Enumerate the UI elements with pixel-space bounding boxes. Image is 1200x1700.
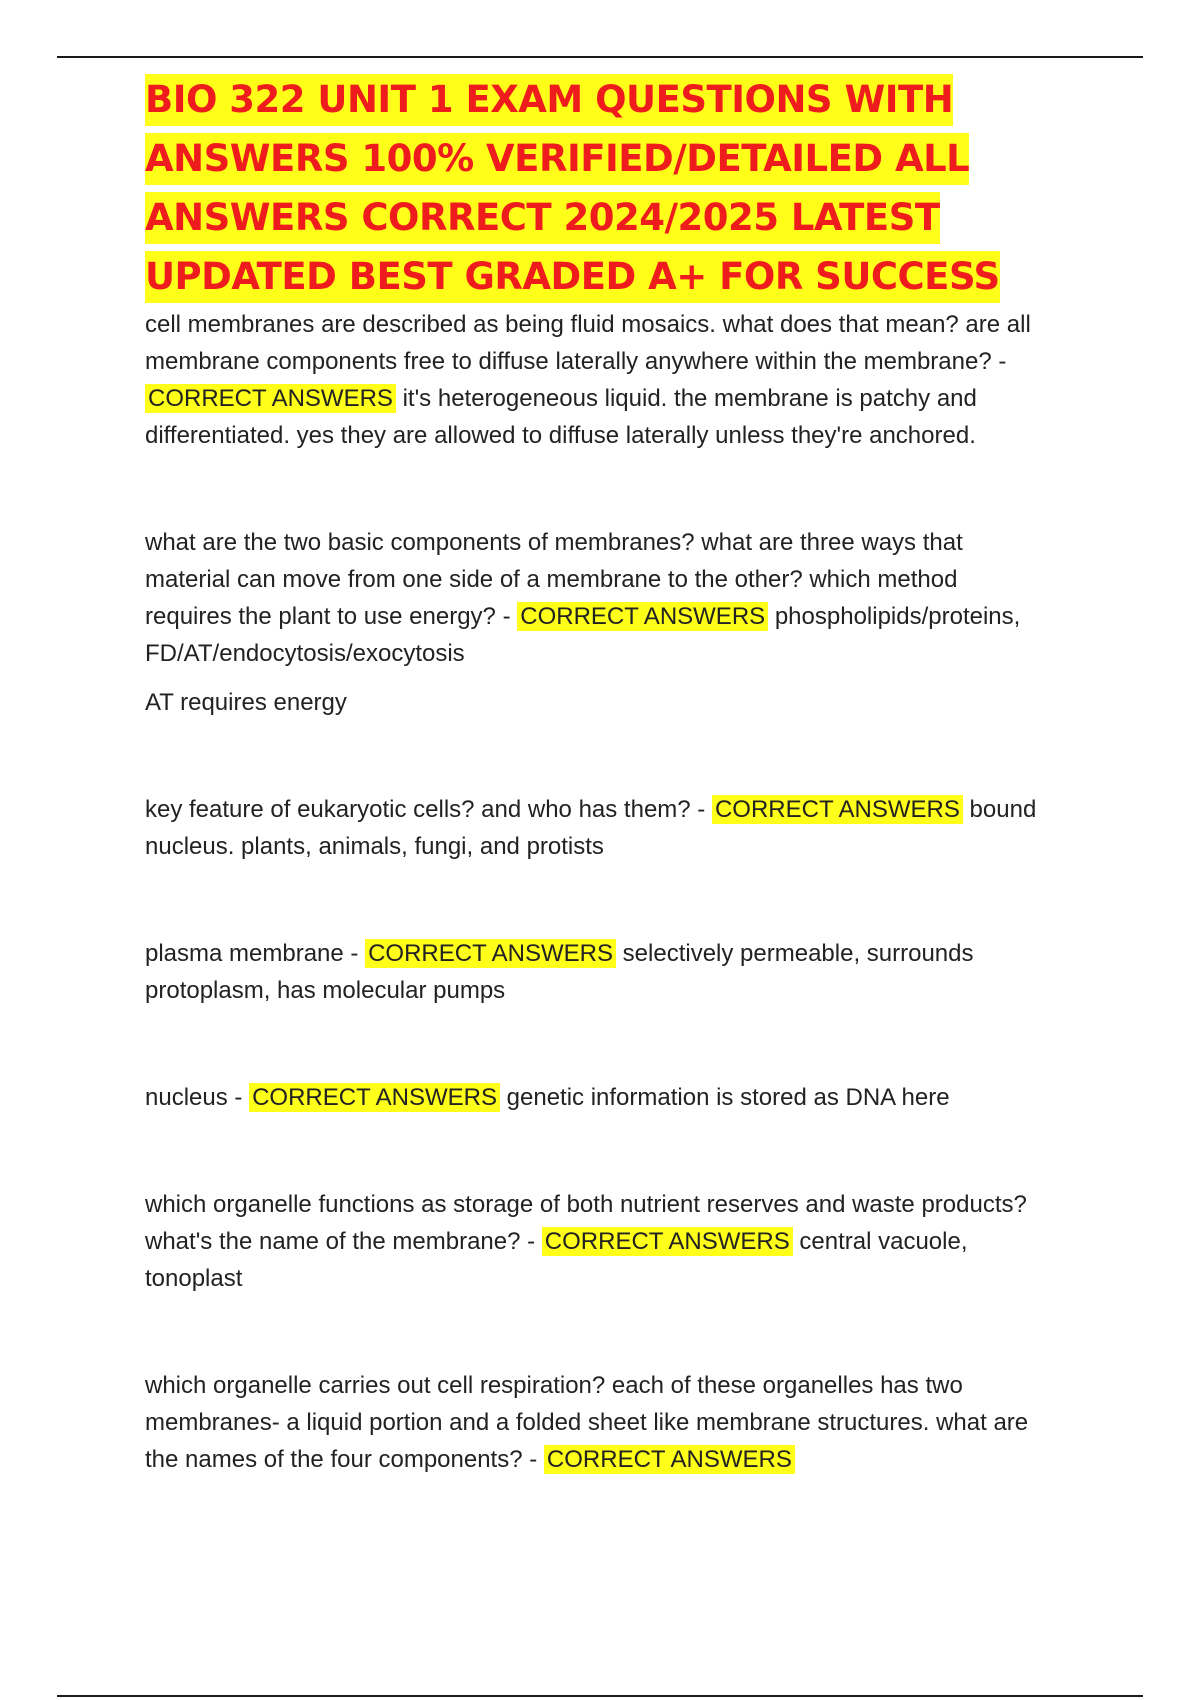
qa-item-2 [145, 524, 1045, 672]
question-text: which organelle functions as storage of both nutrient reserves and waste products? what's the name of the membrane? - [145, 1191, 1027, 1255]
answer-text: genetic information is stored as DNA here [499, 1084, 950, 1111]
question-text: cell membranes are described as being fluid mosaics. what does that mean? are all membrane components free to diffuse laterally anywhere within the membrane? - [145, 311, 1031, 375]
correct-answers-tag: CORRECT ANSWERS [145, 384, 396, 413]
correct-answers-tag: CORRECT ANSWERS [544, 1445, 795, 1474]
question-text: plasma membrane - [145, 940, 366, 967]
document-title-text: BIO 322 UNIT 1 EXAM QUESTIONS WITH ANSWERS 100% VERIFIED/DETAILED ALL ANSWERS CORRECT 2024/2025 LATEST UPDATED BEST GRADED A+ FOR SUCCESS [145, 74, 1000, 303]
correct-answers-tag: CORRECT ANSWERS [542, 1227, 793, 1256]
top-rule [57, 56, 1143, 58]
answer-text: phospholipids/proteins, FD/AT/endocytosis/exocytosis [145, 603, 1021, 667]
qa-item-3 [145, 791, 1045, 865]
correct-answers-tag: CORRECT ANSWERS [517, 602, 768, 631]
answer-text: it's heterogeneous liquid. the membrane is patchy and differentiated. yes they are allowed to diffuse laterally unless they're anchored. [145, 385, 977, 449]
answer-text: bound nucleus. plants, animals, fungi, and protists [145, 796, 1037, 860]
answer-text: central vacuole, tonoplast [145, 1228, 968, 1292]
question-text: what are the two basic components of membranes? what are three ways that material can move from one side of a membrane to the other? which method requires the plant to use energy? - [145, 529, 963, 630]
question-text: key feature of eukaryotic cells? and who has them? - [145, 796, 712, 823]
document-title [145, 70, 1045, 306]
qa-item-1 [145, 306, 1045, 454]
qa-item-7 [145, 1367, 1045, 1478]
qa-item-4 [145, 935, 1045, 1009]
correct-answers-tag: CORRECT ANSWERS [249, 1083, 500, 1112]
qa-item-6 [145, 1186, 1045, 1297]
question-text: nucleus - [145, 1084, 250, 1111]
qa-item-5 [145, 1079, 1045, 1116]
question-text: which organelle carries out cell respiration? each of these organelles has two membranes- a liquid portion and a folded sheet like membrane structures. what are the names of the four components? - [145, 1372, 1029, 1473]
answer-text: selectively permeable, surrounds protoplasm, has molecular pumps [145, 940, 974, 1004]
qa-item-2-note: AT requires energy [145, 689, 347, 716]
bottom-rule [57, 1695, 1143, 1697]
document-page [145, 70, 1045, 1478]
correct-answers-tag: CORRECT ANSWERS [365, 939, 616, 968]
correct-answers-tag: CORRECT ANSWERS [712, 795, 963, 824]
